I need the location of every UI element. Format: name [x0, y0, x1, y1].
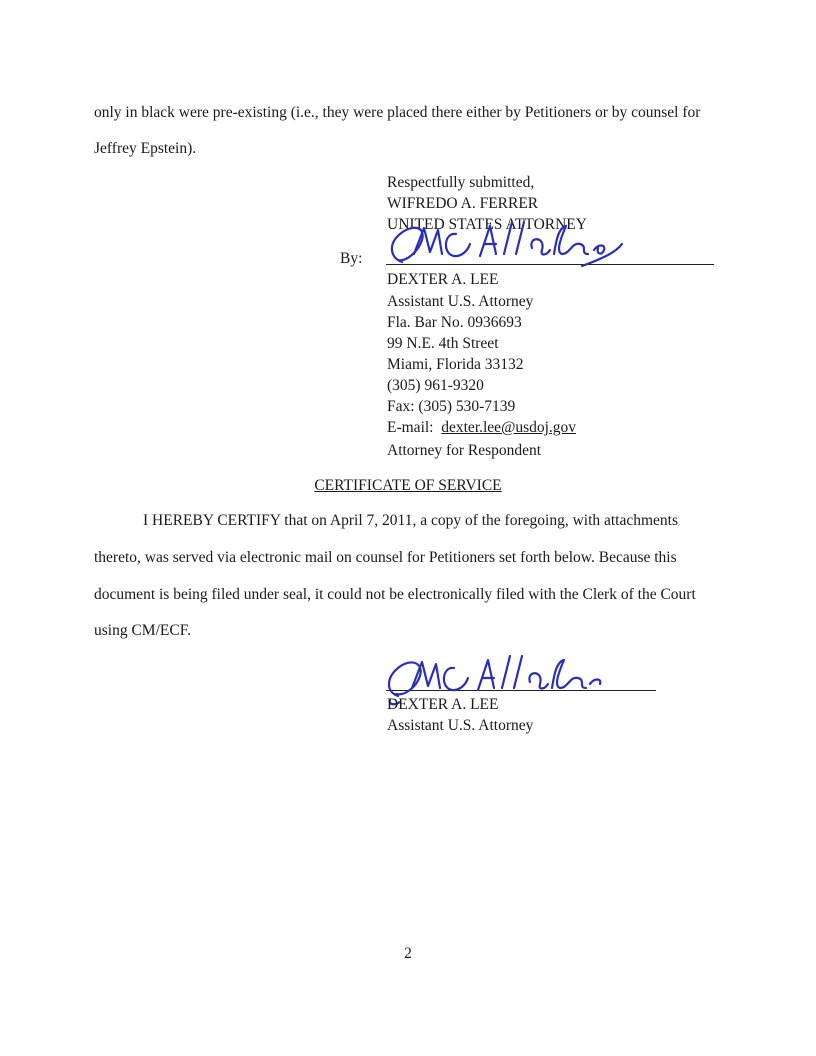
certificate-line-1: I HEREBY CERTIFY that on April 7, 2011, a copy of the foregoing, with attachments — [143, 512, 679, 529]
by-label: By: — [340, 250, 363, 267]
body-line-2: Jeffrey Epstein). — [94, 140, 197, 157]
certificate-line-4: using CM/ECF. — [94, 622, 191, 639]
us-attorney-title: UNITED STATES ATTORNEY — [387, 216, 587, 233]
street-address: 99 N.E. 4th Street — [387, 335, 499, 352]
bar-number: Fla. Bar No. 0936693 — [387, 314, 522, 331]
certificate-heading-wrap — [0, 478, 816, 494]
page-number: 2 — [404, 945, 412, 962]
attorney-title-2: Assistant U.S. Attorney — [387, 717, 534, 734]
city-address: Miami, Florida 33132 — [387, 356, 524, 373]
fax-number: Fax: (305) 530-7139 — [387, 398, 516, 415]
phone-number: (305) 961-9320 — [387, 377, 484, 394]
email-link[interactable]: dexter.lee@usdoj.gov — [441, 419, 577, 436]
email-label: E-mail: — [387, 419, 434, 436]
email-line — [387, 420, 576, 436]
attorney-role: Attorney for Respondent — [387, 442, 542, 459]
signature-image — [384, 214, 624, 274]
us-attorney-name: WIFREDO A. FERRER — [387, 195, 539, 212]
certificate-heading: CERTIFICATE OF SERVICE — [314, 477, 502, 494]
closing: Respectfully submitted, — [387, 174, 535, 191]
attorney-name: DEXTER A. LEE — [387, 271, 499, 288]
attorney-title: Assistant U.S. Attorney — [387, 293, 534, 310]
certificate-line-2: thereto, was served via electronic mail on counsel for Petitioners set forth below. Because this — [94, 549, 677, 566]
body-line-1: only in black were pre-existing (i.e., they were placed there either by Petitioners or by counsel for — [94, 104, 701, 121]
attorney-name-2: DEXTER A. LEE — [387, 696, 499, 713]
certificate-line-3: document is being filed under seal, it could not be electronically filed with the Clerk of the Court — [94, 586, 696, 603]
